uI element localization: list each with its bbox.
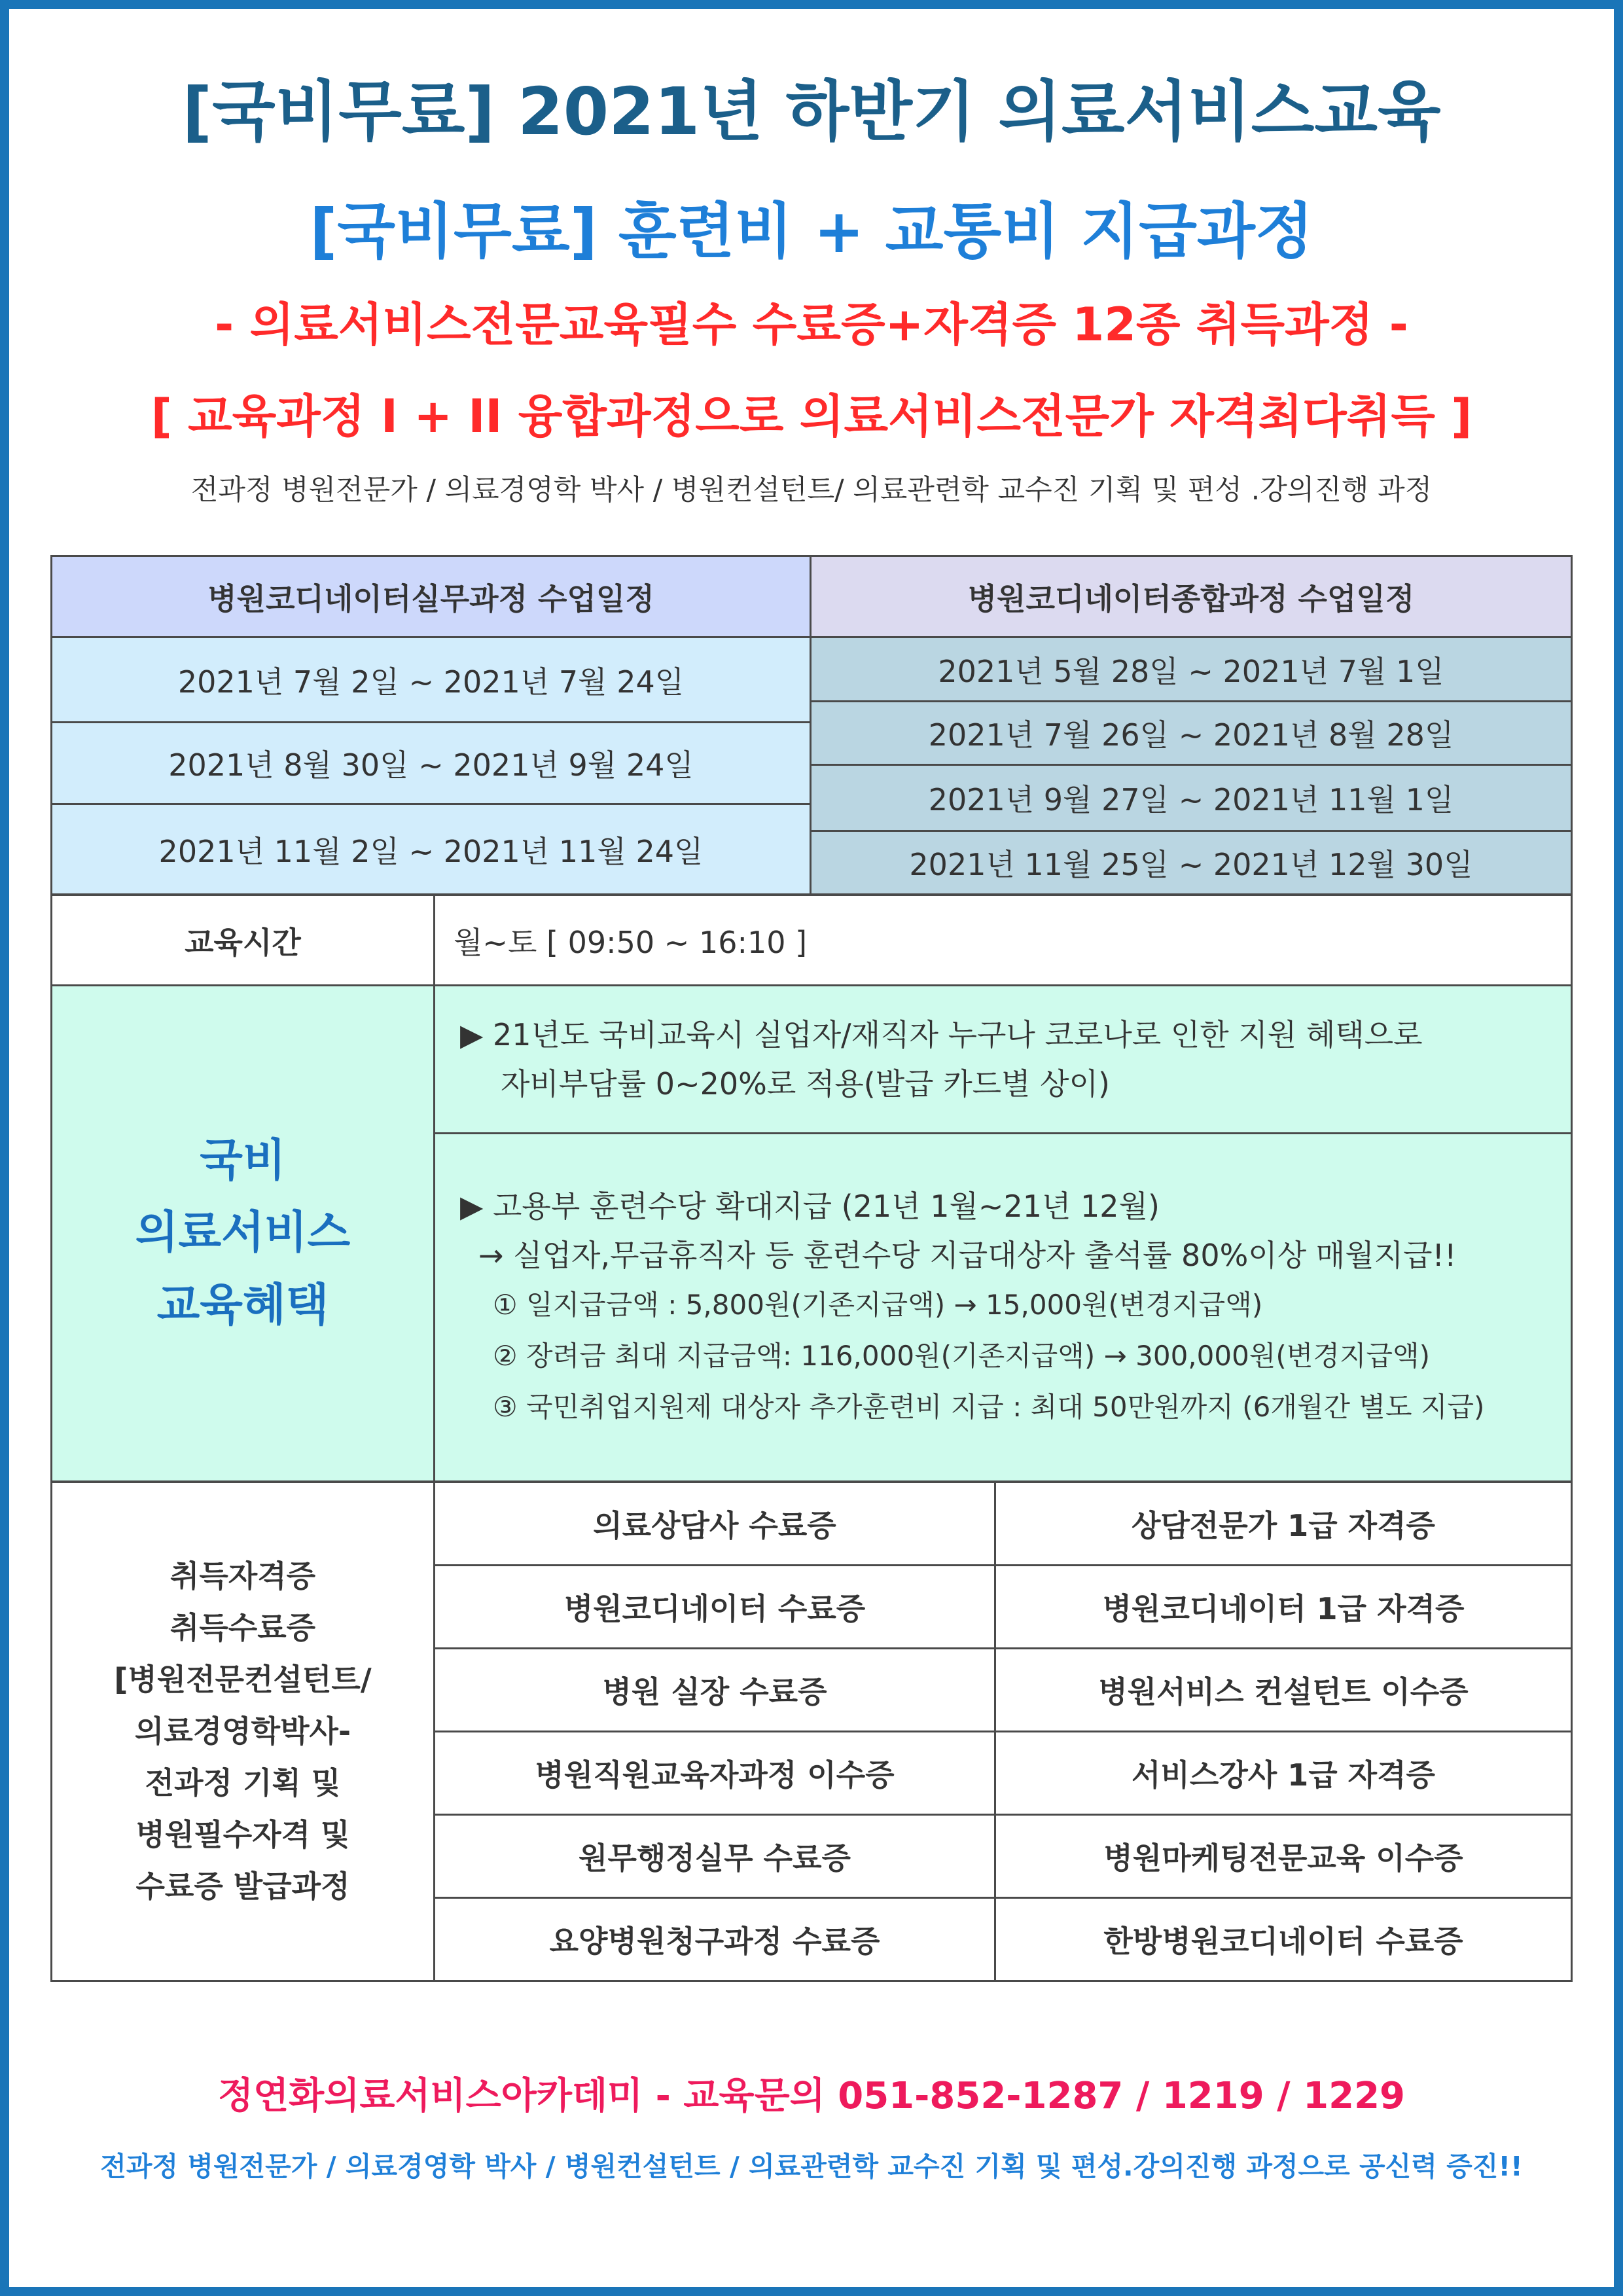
benefit-label-line: 교육혜택 (156, 1279, 329, 1331)
benefit-block-allowance (435, 1134, 1572, 1482)
schedule-right-date: 2021년 11월 25일 ~ 2021년 12월 30일 (811, 831, 1572, 895)
poster-tagline-2: [ 교육과정 I + II 융합과정으로 의료서비스전문가 자격최다취득 ] (151, 389, 1472, 443)
certificate-item: 병원서비스 컨설턴트 이수증 (995, 1649, 1572, 1732)
footer-note: 전과정 병원전문가 / 의료경영학 박사 / 병원컨설턴트 / 의료관련학 교수진 기획 및 편성.강의진행 과정으로 공신력 증진!! (100, 2151, 1523, 2182)
certificate-item: 병원코디네이터 1급 자격증 (995, 1566, 1572, 1649)
schedule-header-comprehensive: 병원코디네이터종합과정 수업일정 (811, 556, 1572, 637)
certificates-label-line: 전과정 기획 및 (145, 1765, 341, 1801)
certificate-item: 병원직원교육자과정 이수증 (435, 1732, 995, 1815)
schedule-left-date: 2021년 8월 30일 ~ 2021년 9월 24일 (52, 723, 811, 804)
intro-text: 전과정 병원전문가 / 의료경영학 박사 / 병원컨설턴트/ 의료관련학 교수진 기획 및 편성 .강의진행 과정 (190, 474, 1433, 507)
certificate-item: 원무행정실무 수료증 (435, 1815, 995, 1898)
footer-contact: 정연화의료서비스아카데미 - 교육문의 051-852-1287 / 1219 / 1229 (217, 2075, 1405, 2117)
certificate-item: 한방병원코디네이터 수료증 (995, 1898, 1572, 1981)
schedule-right-date: 2021년 7월 26일 ~ 2021년 8월 28일 (811, 702, 1572, 765)
benefit-label-line: 국비 (200, 1135, 286, 1187)
education-time-value: 월~토 [ 09:50 ~ 16:10 ] (435, 895, 1572, 986)
schedule-header-practical: 병원코디네이터실무과정 수업일정 (52, 556, 811, 637)
certificate-item: 서비스강사 1급 자격증 (995, 1732, 1572, 1815)
benefit-block-cost (435, 986, 1572, 1134)
poster-tagline: - 의료서비스전문교육필수 수료증+자격증 12종 취득과정 - (215, 298, 1408, 351)
schedule-right-date: 2021년 5월 28일 ~ 2021년 7월 1일 (811, 637, 1572, 702)
certificates-label-line: 수료증 발급과정 (135, 1869, 350, 1905)
certificate-item: 의료상담사 수료증 (435, 1482, 995, 1566)
schedule-right-date: 2021년 9월 27일 ~ 2021년 11월 1일 (811, 765, 1572, 831)
schedule-table (50, 555, 1573, 895)
certificate-item: 요양병원청구과정 수료증 (435, 1898, 995, 1981)
certificates-label-line: [병원전문컨설턴트/ (114, 1661, 372, 1697)
benefit-label-line: 의료서비스 (135, 1207, 351, 1259)
benefit-subline: ③ 국민취업지원제 대상자 추가훈련비 지급 : 최대 50만원까지 (6개월간 별도 지급) (493, 1390, 1485, 1423)
certificates-table (50, 1481, 1573, 1982)
certificates-label-line: 취득자격증 (169, 1558, 316, 1594)
certificate-item: 병원 실장 수료증 (435, 1649, 995, 1732)
certificates-label (52, 1482, 435, 1981)
education-time-label: 교육시간 (52, 895, 435, 986)
benefit-line: ▶ 21년도 국비교육시 실업자/재직자 누구나 코로나로 인한 지원 혜택으로 (460, 1016, 1423, 1052)
certificates-label-line: 취득수료증 (169, 1609, 316, 1645)
benefit-subline: ① 일지급금액 : 5,800원(기존지급액) → 15,000원(변경지급액) (493, 1289, 1263, 1321)
benefit-line: → 실업자,무급휴직자 등 훈련수당 지급대상자 출석률 80%이상 매월지급!! (478, 1237, 1457, 1273)
schedule-left-date: 2021년 7월 2일 ~ 2021년 7월 24일 (52, 637, 811, 723)
certificate-item: 병원코디네이터 수료증 (435, 1566, 995, 1649)
benefit-line: ▶ 고용부 훈련수당 확대지급 (21년 1월~21년 12월) (460, 1189, 1160, 1225)
certificate-item: 상담전문가 1급 자격증 (995, 1482, 1572, 1566)
poster-title: [국비무료] 2021년 하반기 의료서비스교육 (182, 73, 1441, 150)
certificates-label-line: 의료경영학박사- (134, 1713, 351, 1749)
benefit-subline: ② 장려금 최대 지급금액: 116,000원(기존지급액) → 300,000원(변경지급액) (493, 1340, 1431, 1372)
schedule-left-date: 2021년 11월 2일 ~ 2021년 11월 24일 (52, 804, 811, 895)
benefit-line: 자비부담률 0~20%로 적용(발급 카드별 상이) (501, 1066, 1110, 1102)
certificates-label-line: 병원필수자격 및 (135, 1817, 350, 1853)
info-table (50, 894, 1573, 1482)
poster-subtitle: [국비무료] 훈련비 + 교통비 지급과정 (310, 196, 1313, 266)
certificate-item: 병원마케팅전문교육 이수증 (995, 1815, 1572, 1898)
benefit-label (52, 986, 435, 1482)
